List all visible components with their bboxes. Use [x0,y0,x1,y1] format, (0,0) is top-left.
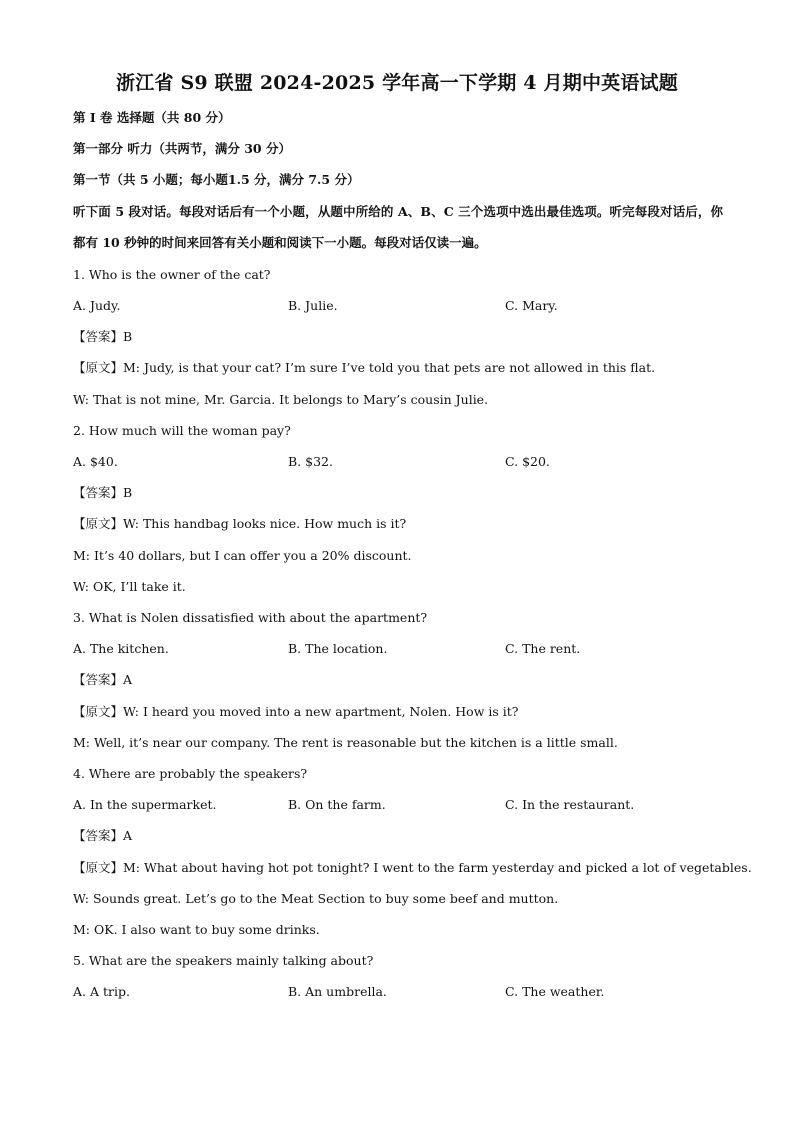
q1-script-line-1: 【原文】M: Judy, is that your cat? I’m sure I’ve told you that pets are not allowed in this flat. [73,360,656,375]
question-4: 4. Where are probably the speakers? [73,766,308,781]
question-1: 1. Who is the owner of the cat? [73,267,271,282]
q4-script-line-2: W: Sounds great. Let’s go to the Meat Section to buy some beef and mutton. [73,891,559,906]
q3-option-a: A. The kitchen. [73,641,169,656]
q4-answer: 【答案】A [73,828,133,843]
q3-option-c: C. The rent. [505,641,581,656]
instructions-paragraph: 听下面 5 段对话。每段对话后有一个小题，从题中所给的 A、B、C 三个选项中选出最佳选项。听完每段对话后，你都有 10 秒钟的时间来回答有关小题和阅读下一小题。每段对话仅读一遍。 [73,204,723,250]
q1-option-c: C. Mary. [505,298,558,313]
q3-script-line-2: M: Well, it’s near our company. The rent is reasonable but the kitchen is a little small. [73,735,618,750]
q3-script-line-1: 【原文】W: I heard you moved into a new apartment, Nolen. How is it? [73,704,519,719]
q2-answer: 【答案】B [73,485,133,500]
q5-option-c: C. The weather. [505,984,605,999]
volume-heading: 第 I 卷 选择题（共 80 分） [73,110,231,125]
question-2: 2. How much will the woman pay? [73,423,291,438]
q4-script-line-3: M: OK. I also want to buy some drinks. [73,922,320,937]
q2-script-line-2: M: It’s 40 dollars, but I can offer you a 20% discount. [73,548,412,563]
q1-option-a: A. Judy. [73,298,121,313]
part-heading: 第一部分 听力（共两节，满分 30 分） [73,141,291,156]
q4-option-b: B. On the farm. [288,797,386,812]
q4-option-a: A. In the supermarket. [73,797,217,812]
page-title: 浙江省 S9 联盟 2024-2025 学年高一下学期 4 月期中英语试题 [116,72,678,94]
q2-script-line-3: W: OK, I’ll take it. [73,579,186,594]
section-heading: 第一节（共 5 小题；每小题1.5 分，满分 7.5 分） [73,172,360,187]
question-3: 3. What is Nolen dissatisfied with about the apartment? [73,610,428,625]
q3-option-b: B. The location. [288,641,388,656]
q5-option-a: A. A trip. [73,984,130,999]
q1-option-b: B. Julie. [288,298,338,313]
q5-option-b: B. An umbrella. [288,984,387,999]
q2-script-line-1: 【原文】W: This handbag looks nice. How much is it? [73,516,407,531]
q4-option-c: C. In the restaurant. [505,797,635,812]
q2-option-c: C. $20. [505,454,550,469]
q2-option-a: A. $40. [73,454,118,469]
q3-answer: 【答案】A [73,672,133,687]
q4-script-line-1: 【原文】M: What about having hot pot tonight? I went to the farm yesterday and picked a lot of vegetables. [73,860,752,875]
q2-option-b: B. $32. [288,454,333,469]
question-5: 5. What are the speakers mainly talking about? [73,953,374,968]
q1-answer: 【答案】B [73,329,133,344]
q1-script-line-2: W: That is not mine, Mr. Garcia. It belongs to Mary’s cousin Julie. [73,392,489,407]
